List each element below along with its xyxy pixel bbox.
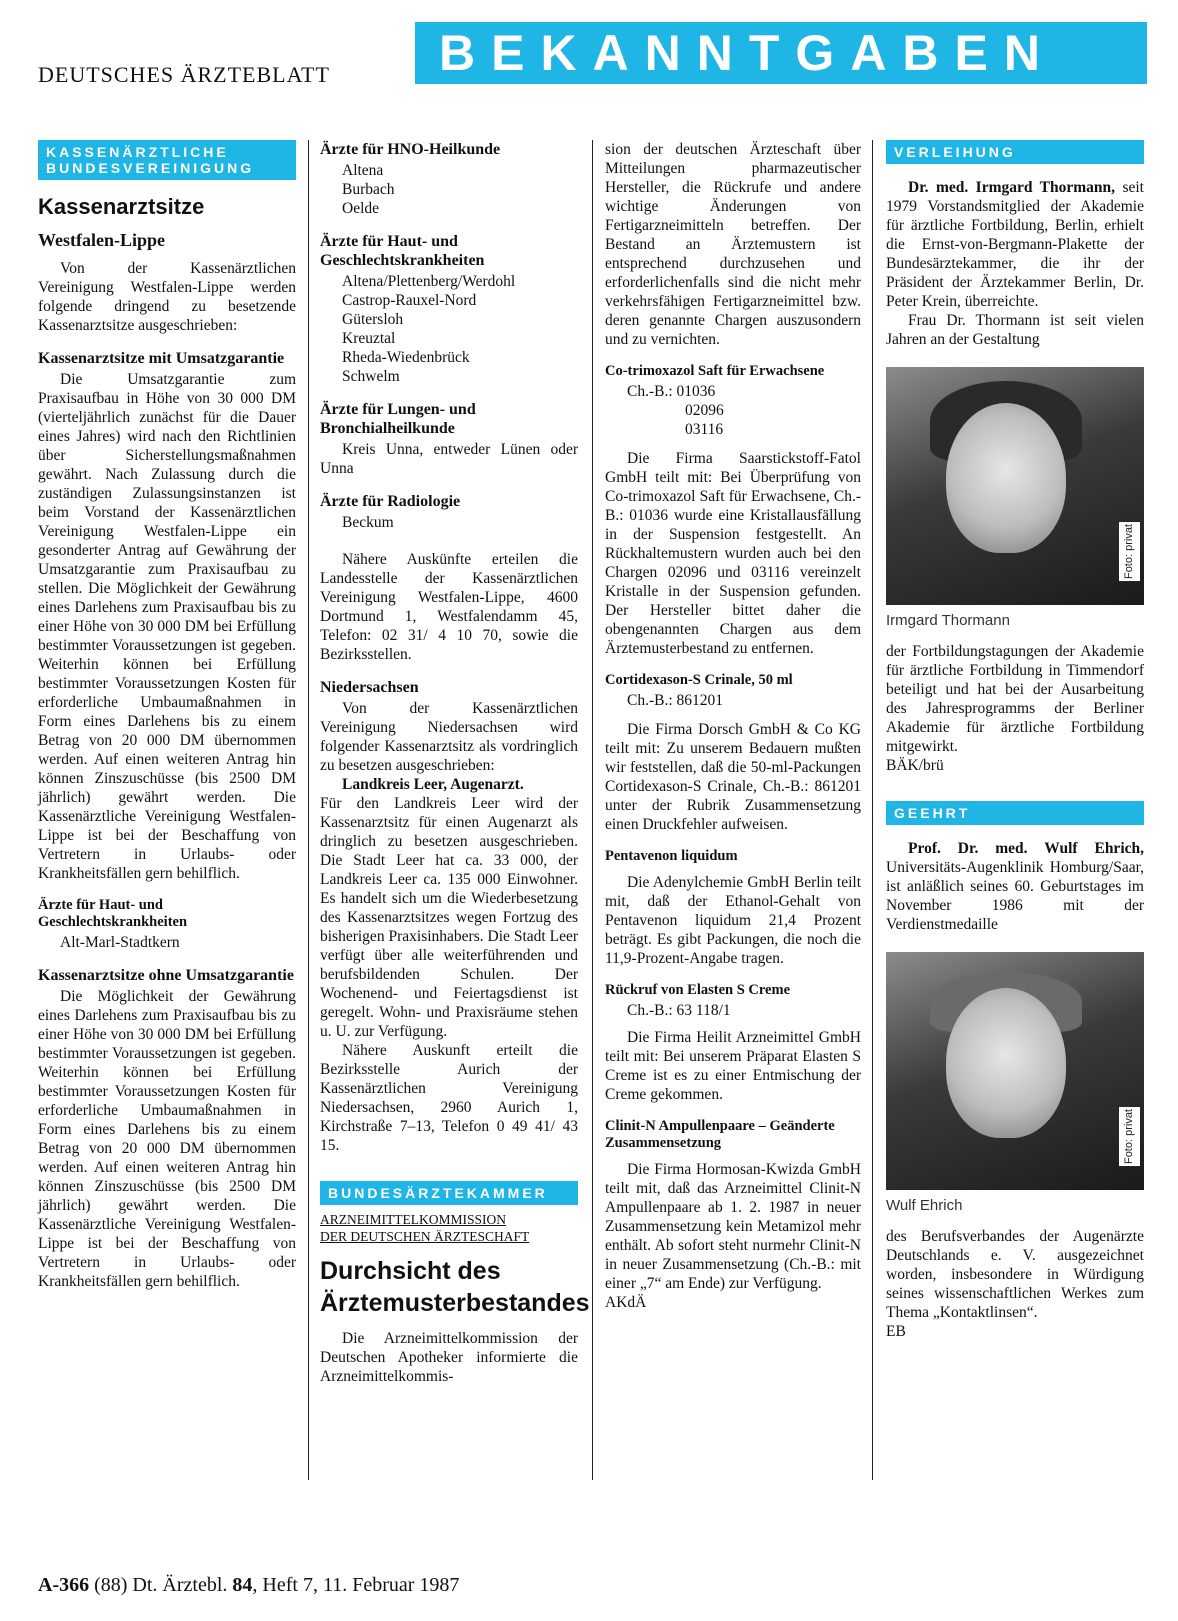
subheading-line: ARZNEIMITTELKOMMISSION (320, 1212, 506, 1227)
page-number: A-366 (38, 1574, 90, 1596)
vacancy-item: Landkreis Leer, Augenarzt. (342, 776, 524, 793)
place-item: Beckum (342, 514, 394, 531)
photo-caption: Wulf Ehrich (886, 1197, 963, 1214)
body-paragraph: sion der deutschen Ärzteschaft über Mitteilungen pharmazeutischer Hersteller, die Rückrufe und andere wichtige Änderungen von Fertigarzneimitteln betreffen. Der Bestand an Ärztemustern ist entsprechend durchzusehen und erforderlichenfalls sind die nicht mehr verkehrsfähigen Fertigarzneimittel bzw. deren genannte Chargen auszusondern und zu vernichten. (605, 141, 861, 348)
charge-item: 03116 (685, 421, 724, 438)
body-paragraph: Die Möglichkeit der Gewährung eines Darlehens zum Praxisaufbau bis zu einer Höhe von 30 000 DM bei Erfüllung bestimmter Voraussetzungen ist gegeben. Weiterhin können bei Erfüllung bestimmter Voraussetzungen Kosten für erforderliche Umbaumaßnahmen in Form eines Darlehens bis zu einem Betrag von 20 000 DM übernommen werden. Auf einen weiteren Antrag hin können Zinszuschüsse (bis 2500 DM jährlich) gewährt werden. Die Kassenärztliche Vereinigung Westfalen-Lippe ist bei der Beschaffung von Vertretern in Urlaubs- oder Krankheitsfällen gern behilflich. (38, 988, 296, 1290)
body-paragraph: Die Firma Dorsch GmbH & Co KG teilt mit: Zu unserem Bedauern mußten wir feststellen, daß die 50-ml-Packungen Cortidexason-S Crinale, Ch.-B.: 861201 unter der Rubrik Zusammensetzung einen Druckfehler aufweisen. (605, 721, 861, 833)
column-3 (605, 140, 861, 1312)
specialty-heading: Ärzte für Haut- und Geschlechtskrankheiten (38, 897, 188, 930)
place-item: Gütersloh (342, 311, 404, 328)
column-2 (320, 140, 590, 1386)
body-paragraph: Die Adenylchemie GmbH Berlin teilt mit, daß der Ethanol-Gehalt von Pentavenon liquidum 21,4 Prozent beträgt. Es gibt Packungen, die noch die 11,9-Prozent-Angabe tragen. (605, 874, 861, 967)
volume-number: 84 (232, 1574, 253, 1596)
honoree-name: Prof. Dr. med. Wulf Ehrich, (908, 840, 1144, 857)
place-item: Oelde (342, 200, 380, 217)
body-paragraph: der Fortbildungstagungen der Akademie für ärztliche Fortbildung in Timmendorf beteiligt und hat bei der Ausarbeitung des Jahresprogramms der Berliner Akademie für ärztliche Fortbildung mitgewirkt. (886, 643, 1144, 755)
region-heading: Niedersachsen (320, 679, 419, 696)
section-band-kbv: KASSENÄRZTLICHE BUNDESVEREINIGUNG (38, 140, 296, 180)
journal-title: DEUTSCHES ÄRZTEBLATT (38, 62, 330, 87)
place-item: Schwelm (342, 368, 400, 385)
subsection-heading: Kassenarztsitze mit Umsatzgarantie (38, 350, 285, 367)
place-item: Castrop-Rauxel-Nord (342, 292, 477, 309)
drug-heading: Co-trimoxazol Saft für Erwachsene (605, 363, 825, 379)
place-item: Kreuztal (342, 330, 396, 347)
page-footer (38, 1574, 459, 1597)
honoree-name: Dr. med. Irmgard Thormann, (908, 179, 1116, 196)
article-heading: Kassenarztsitze (38, 194, 205, 219)
body-paragraph: Die Arzneimittelkommission der Deutschen Apotheker informierte die Arzneimittelkommis- (320, 1330, 578, 1385)
portrait-photo (886, 367, 1144, 605)
body-paragraph: Die Firma Hormosan-Kwizda GmbH teilt mit, daß das Arzneimittel Clinit-N Ampullenpaare ab 1. 2. 1987 in neuer Zusammensetzung kein Metamizol mehr enthält. Ab sofort steht nurmehr Clinit-N in neuer Zusammensetzung (Ch.-B.: mit einer „7“ am Ende) zur Verfügung. (605, 1161, 861, 1292)
place-item: Burbach (342, 181, 395, 198)
body-paragraph: des Berufsverbandes der Augenärzte Deutschlands e. V. ausgezeichnet worden, insbesondere in Würdigung seines wissenschaftlichen Werkes zum Thema „Kontaktlinsen“. (886, 1228, 1144, 1321)
subheading-line: DER DEUTSCHEN ÄRZTESCHAFT (320, 1229, 530, 1244)
section-band-geehrt: GEEHRT (886, 801, 1144, 825)
portrait-photo (886, 952, 1144, 1190)
column-divider (872, 140, 873, 1480)
journal-reference: (88) Dt. Ärztebl. (94, 1574, 228, 1596)
article-heading: Durchsicht des Ärztemusterbestandes (320, 1257, 590, 1317)
specialty-heading: Ärzte für Lungen- und Bronchialheilkunde (320, 401, 476, 437)
body-paragraph: Nähere Auskunft erteilt die Bezirksstelle Aurich der Kassenärztlichen Vereinigung Niedersachsen, 2960 Aurich 1, Kirchstraße 7–13, Telefon 0 49 41/ 43 15. (320, 1042, 578, 1154)
charge-item: 02096 (685, 402, 724, 419)
body-paragraph: Frau Dr. Thormann ist seit vielen Jahren an der Gestaltung (886, 312, 1144, 348)
drug-heading: Rückruf von Elasten S Creme (605, 982, 791, 998)
charge-item: Ch.-B.: 63 118/1 (627, 1002, 731, 1019)
portrait-face (946, 988, 1066, 1138)
place-item: Rheda-Wiedenbrück (342, 349, 470, 366)
charge-item: Ch.-B.: 01036 (627, 383, 716, 400)
drug-heading: Clinit-N Ampullenpaare – Geänderte Zusammensetzung (605, 1118, 835, 1151)
section-banner: BEKANNTGABEN (415, 22, 1147, 84)
photo-credit: Foto: privat (1119, 522, 1140, 581)
body-paragraph: Die Umsatzgarantie zum Praxisaufbau in Höhe von 30 000 DM (vierteljährlich zunächst für die Dauer eines Jahres) wird nach den Richtlinien über Sicherstellungsmaßnahmen gewährt. Nach Zulassung durch die zuständigen Zulassungsinstanzen ist beim Vorstand der Kassenärztlichen Vereinigung Westfalen-Lippe ein gesonderter Antrag auf Gewährung der Umsatzgarantie zum Praxisaufbau zu stellen. Die Möglichkeit der Gewährung eines Darlehens zum Praxisaufbau bis zu einer Höhe von 30 000 DM bei Erfüllung bestimmter Voraussetzungen ist gegeben. Weiterhin können bei Erfüllung bestimmter Voraussetzungen Kosten für erforderliche Umbaumaßnahmen in Form eines Darlehens bis zu einem Betrag von 20 000 DM übernommen werden. Auf einen weiteren Antrag hin können Zinszuschüsse (bis 2500 DM jährlich) gewährt werden. Die Kassenärztliche Vereinigung Westfalen-Lippe ist bei der Beschaffung von Vertretern in Urlaubs- oder Krankheitsfällen gern behilflich. (38, 371, 296, 882)
subsection-heading: Kassenarztsitze ohne Umsatzgarantie (38, 967, 294, 984)
intro-paragraph: Von der Kassenärztlichen Vereinigung Westfalen-Lippe werden folgende dringend zu besetzende Kassenarztsitze ausgeschrieben: (38, 260, 296, 334)
section-band-verleihung: VERLEIHUNG (886, 140, 1144, 164)
photo-credit: Foto: privat (1119, 1107, 1140, 1166)
column-divider (592, 140, 593, 1480)
place-item: Kreis Unna, entweder Lünen oder Unna (320, 441, 578, 477)
column-1 (38, 140, 296, 1291)
charge-item: Ch.-B.: 861201 (627, 692, 724, 709)
specialty-heading: Ärzte für Haut- und Geschlechtskrankheiten (320, 233, 485, 269)
drug-heading: Pentavenon liquidum (605, 848, 738, 864)
place-item: Altena (342, 162, 384, 179)
signature: EB (886, 1323, 906, 1340)
drug-heading: Cortidexason-S Crinale, 50 ml (605, 672, 793, 688)
signature: BÄK/brü (886, 757, 944, 774)
portrait-face (946, 403, 1066, 553)
issue-date: , Heft 7, 11. Februar 1987 (252, 1574, 460, 1596)
place-item: Altena/Plettenberg/Werdohl (342, 273, 516, 290)
signature: AKdÄ (605, 1294, 647, 1311)
body-paragraph: Nähere Auskünfte erteilen die Landesstelle der Kassenärztlichen Vereinigung Westfalen-Lippe, 4600 Dortmund 1, Westfalendamm 45, Telefon: 02 31/ 4 10 70, sowie die Bezirksstellen. (320, 551, 578, 663)
body-paragraph: Die Firma Heilit Arzneimittel GmbH teilt mit: Bei unserem Präparat Elasten S Creme ist es zu einer Entmischung der Creme gekommen. (605, 1029, 861, 1103)
column-4 (886, 140, 1144, 1341)
section-band-baek: BUNDESÄRZTEKAMMER (320, 1181, 578, 1205)
column-divider (308, 140, 309, 1480)
body-text: Universitäts-Augenklinik Homburg/Saar, ist anläßlich seines 60. Geburtstages im November 1986 mit der Verdienstmedaille (886, 859, 1144, 933)
photo-caption: Irmgard Thormann (886, 612, 1010, 629)
specialty-heading: Ärzte für HNO-Heilkunde (320, 141, 501, 158)
body-paragraph: Von der Kassenärztlichen Vereinigung Niedersachsen wird folgender Kassenarztsitz als vordringlich zu besetzen ausgeschrieben: (320, 700, 578, 774)
specialty-heading: Ärzte für Radiologie (320, 493, 461, 510)
body-text: seit 1979 Vorstandsmitglied der Akademie für ärztliche Fortbildung, Berlin, erhielt die Ernst-von-Bergmann-Plakette der Bundesärztekammer, die ihr der Präsident der Ärztekammer Berlin, Dr. Peter Krein, überreichte. (886, 179, 1144, 310)
place-item: Alt-Marl-Stadtkern (60, 934, 180, 951)
body-paragraph: Für den Landkreis Leer wird der Kassenarztsitz für einen Augenarzt als dringlich zu besetzen ausgeschrieben. Die Stadt Leer hat ca. 33 000, der Landkreis Leer ca. 135 000 Einwohner. Es handelt sich um die Wiederbesetzung des Kassenarztsitzes wegen Fortzug des bisherigen Praxisinhabers. Die Stadt Leer verfügt über alle weiterführenden und berufsbildenden Schulen. Der Wochenend- und Feiertagsdienst ist geregelt. Wohn- und Praxisräume stehen u. U. zur Verfügung. (320, 795, 578, 1040)
body-paragraph: Die Firma Saarstickstoff-Fatol GmbH teilt mit: Bei Überprüfung von Co-trimoxazol Saft für Erwachsene, Ch.-B.: 01036 wurde eine Kristallausfällung in der Suspension festgestellt. An Rückhaltemustern wurden auch bei den Chargen 02096 und 03116 vereinzelt Kristalle in der Suspension gefunden. Der Hersteller bittet daher die obengenannten Chargen aus dem Ärztemusterbestand zu entfernen. (605, 450, 861, 657)
region-heading: Westfalen-Lippe (38, 230, 166, 250)
